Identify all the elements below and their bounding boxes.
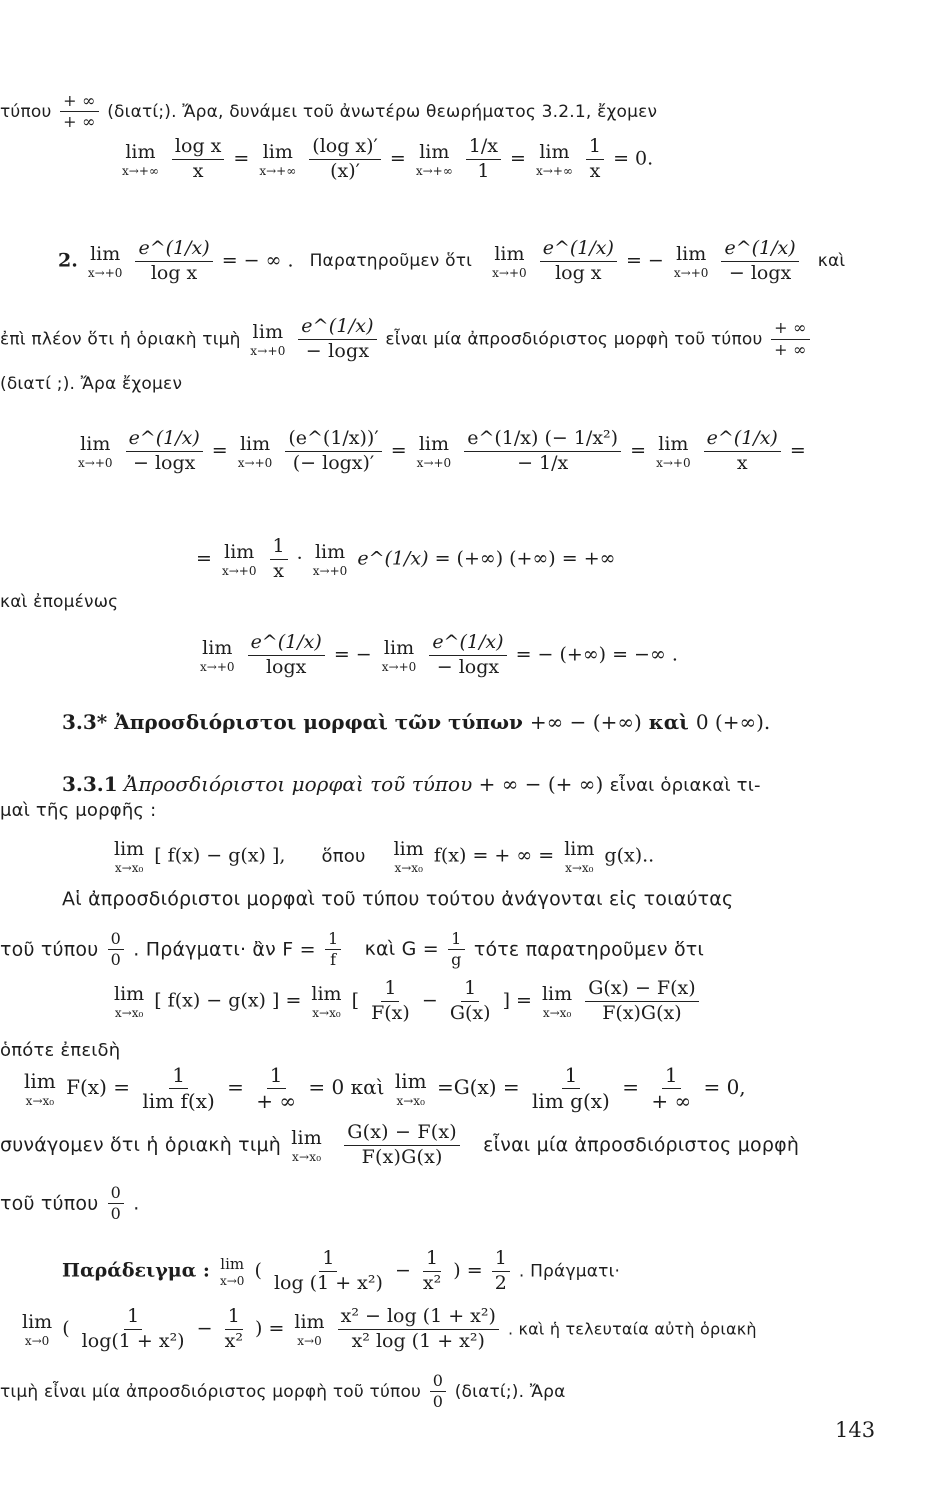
limit: lim x→+∞ (122, 140, 159, 178)
limit: lim x→+0 (492, 242, 527, 280)
example: Παράδειγμα : lim x→0 ( $\frac{1}{\text{log (1 + x²)}}$ − $\frac{1}{\text{x²}}$ ) = $\frac{1}{2}$ . Πράγματι· (62, 1247, 621, 1294)
fraction: $\frac{e\^{}(1/x)}{\text{log x}}$ (135, 238, 212, 285)
paragraph-9: τιμὴ εἶναι μία ἀπροσδιόριστος μορφὴ τοῦ τύπου $\frac{0}{0}$ (διατί;). Ἄρα (0, 1371, 566, 1412)
paragraph-7: συνάγομεν ὅτι ἡ ὁριακὴ τιμὴ lim x→x₀ $\frac{G(x) - F(x)}{F(x)G(x)}$ εἶναι μία ἀπροσδιόριστος μορφὴ (0, 1121, 800, 1168)
paragraph-4: καὶ ἐπομένως (0, 592, 119, 612)
fraction: $\frac{+ \infty}{+ \infty}$ (60, 92, 98, 132)
paragraph-2: ἐπὶ πλέον ὅτι ἡ ὁριακὴ τιμὴ lim x→+0 $\frac{e\^{}(1/x)}{- \log x}$ εἶναι μία ἀπροσδιόριστος μορφὴ τοῦ τύπου $\frac{+ \infty}{+ \infty}$ (0, 316, 813, 363)
section-heading-3-3: 3.3* Ἀπροσδιόριστοι μορφαὶ τῶν τύπων +∞ − (+∞) καὶ 0 (+∞). (62, 710, 771, 734)
page-number: 143 (835, 1418, 876, 1442)
limit: lim x→+0 (87, 242, 123, 280)
fraction: $\frac{e\^{}(1/x)}{- \log x}$ (721, 238, 798, 285)
fraction: $\frac{\text{(log x)′}}{(x)'}$ (309, 136, 381, 183)
fraction: $\frac{\text{log x}}{x}$ (172, 136, 224, 183)
fraction: $\frac{+ \infty}{+ \infty}$ (771, 319, 809, 359)
equation-1: lim x→+∞ $\frac{\text{log x}}{x}$ = lim x→+∞ $\frac{\text{(log x)′}}{(x)'}$ = lim x→+∞ $\frac{1/x}{1}$ = lim x→+∞ $\frac{1}{x}$ = 0. (122, 135, 654, 182)
fraction: $\frac{1}{x}$ (586, 136, 604, 183)
limit: lim x→+∞ (536, 140, 573, 178)
equation-6: lim x→x₀ [ f(x) − g(x) ] = lim x→x₀ [ $\frac{1}{F(x)}$ − $\frac{1}{G(x)}$ ] = lim x→x₀ $\frac{G(x) - F(x)}{F(x)G(x)}$ (110, 978, 702, 1025)
equation-5: lim x→x₀ [ f(x) − g(x) ], ὅπου lim x→x₀ f(x) = + ∞ = lim x→x₀ g(x).. (114, 838, 655, 875)
paragraph-5b: τοῦ τύπου $\frac{0}{0}$ . Πράγματι· ἂν F = $\frac{1}{f}$ καὶ G = $\frac{1}{g}$ τότε παρατηροῦμεν ὅτι (0, 929, 705, 970)
item-2: 2. lim x→+0 $\frac{e\^{}(1/x)}{\text{log x}}$ = − ∞ . Παρατηροῦμεν ὅτι lim x→+0 $\frac{e\^{}(1/x)}{\text{log x}}$ = − lim x→+0 $\frac{e\^{}(1/x)}{- \log x}$ καὶ (58, 237, 846, 284)
fraction: $\frac{e\^{}(1/x)}{\text{log x}}$ (540, 238, 617, 285)
paragraph-6: ὁπότε ἐπειδὴ (0, 1040, 121, 1061)
equation-2: lim x→+0 $\frac{e\^{}(1/x)}{- \log x}$ = lim x→+0 $\frac{(e\^{}(1/x))'}{(- \log x)'}$ = lim x→+0 $\frac{\text{e\textasciicircum{}(1/x) (− 1/x²)}}{- 1/x}$ = lim x→+0 $\frac{e\^{}(1/x)}{x}$ = (78, 427, 806, 474)
section-heading-3-3-1: 3.3.1 Ἀπροσδιόριστοι μορφαὶ τοῦ τύπου + ∞ − (+ ∞) εἶναι ὁριακαὶ τι- (62, 772, 761, 796)
paragraph-8: τοῦ τύπου $\frac{0}{0}$ . (0, 1183, 140, 1224)
limit: lim x→+∞ (415, 140, 453, 178)
limit: lim x→+∞ (259, 140, 297, 178)
limit: lim x→+0 (673, 242, 709, 280)
intro-line (0, 92, 657, 132)
section-text: μαὶ τῆς μορφῆς : (0, 800, 157, 821)
equation-4: lim x→+0 $\frac{e\^{}(1/x)}{\log x}$ = − lim x→+0 $\frac{e\^{}(1/x)}{- \log x}$ = − (+∞) = −∞ . (200, 631, 678, 678)
equation-8: lim x→0 ( $\frac{1}{\text{log(1 + x²)}}$ − $\frac{1}{\text{x²}}$ ) = lim x→0 $\frac{\text{x² − log (1 + x²)}}{\text{x² log (1 + x²)}}$ . καὶ ἡ τελευταία αὐτὴ ὁριακὴ (22, 1305, 757, 1352)
equation-3: = lim x→+0 $\frac{1}{x}$ · lim x→+0 e^(1/x) = (+∞) (+∞) = +∞ (196, 535, 616, 582)
fraction: $\frac{1/x}{1}$ (466, 136, 501, 183)
paragraph-3: (διατί ;). Ἄρα ἔχομεν (0, 374, 183, 394)
paragraph-5: Αἱ ἀπροσδιόριστοι μορφαὶ τοῦ τύπου τούτου ἀνάγονται εἰς τοιαύτας (62, 888, 734, 910)
text: τύπου (0, 101, 52, 122)
text: (διατί;). Ἄρα, δυνάμει τοῦ ἀνωτέρω θεωρήματος 3.2.1, ἔχομεν (107, 101, 658, 122)
limit: lim x→+0 (250, 320, 286, 358)
fraction: $\frac{e\^{}(1/x)}{- \log x}$ (298, 316, 377, 363)
equation-7: lim x→x₀ F(x) = $\frac{1}{\text{lim f(x)}}$ = $\frac{1}{+ \infty}$ = 0 καὶ lim x→x₀ =G(x) = $\frac{1}{\text{lim g(x)}}$ = $\frac{1}{+ \infty}$ = 0, (24, 1063, 746, 1113)
